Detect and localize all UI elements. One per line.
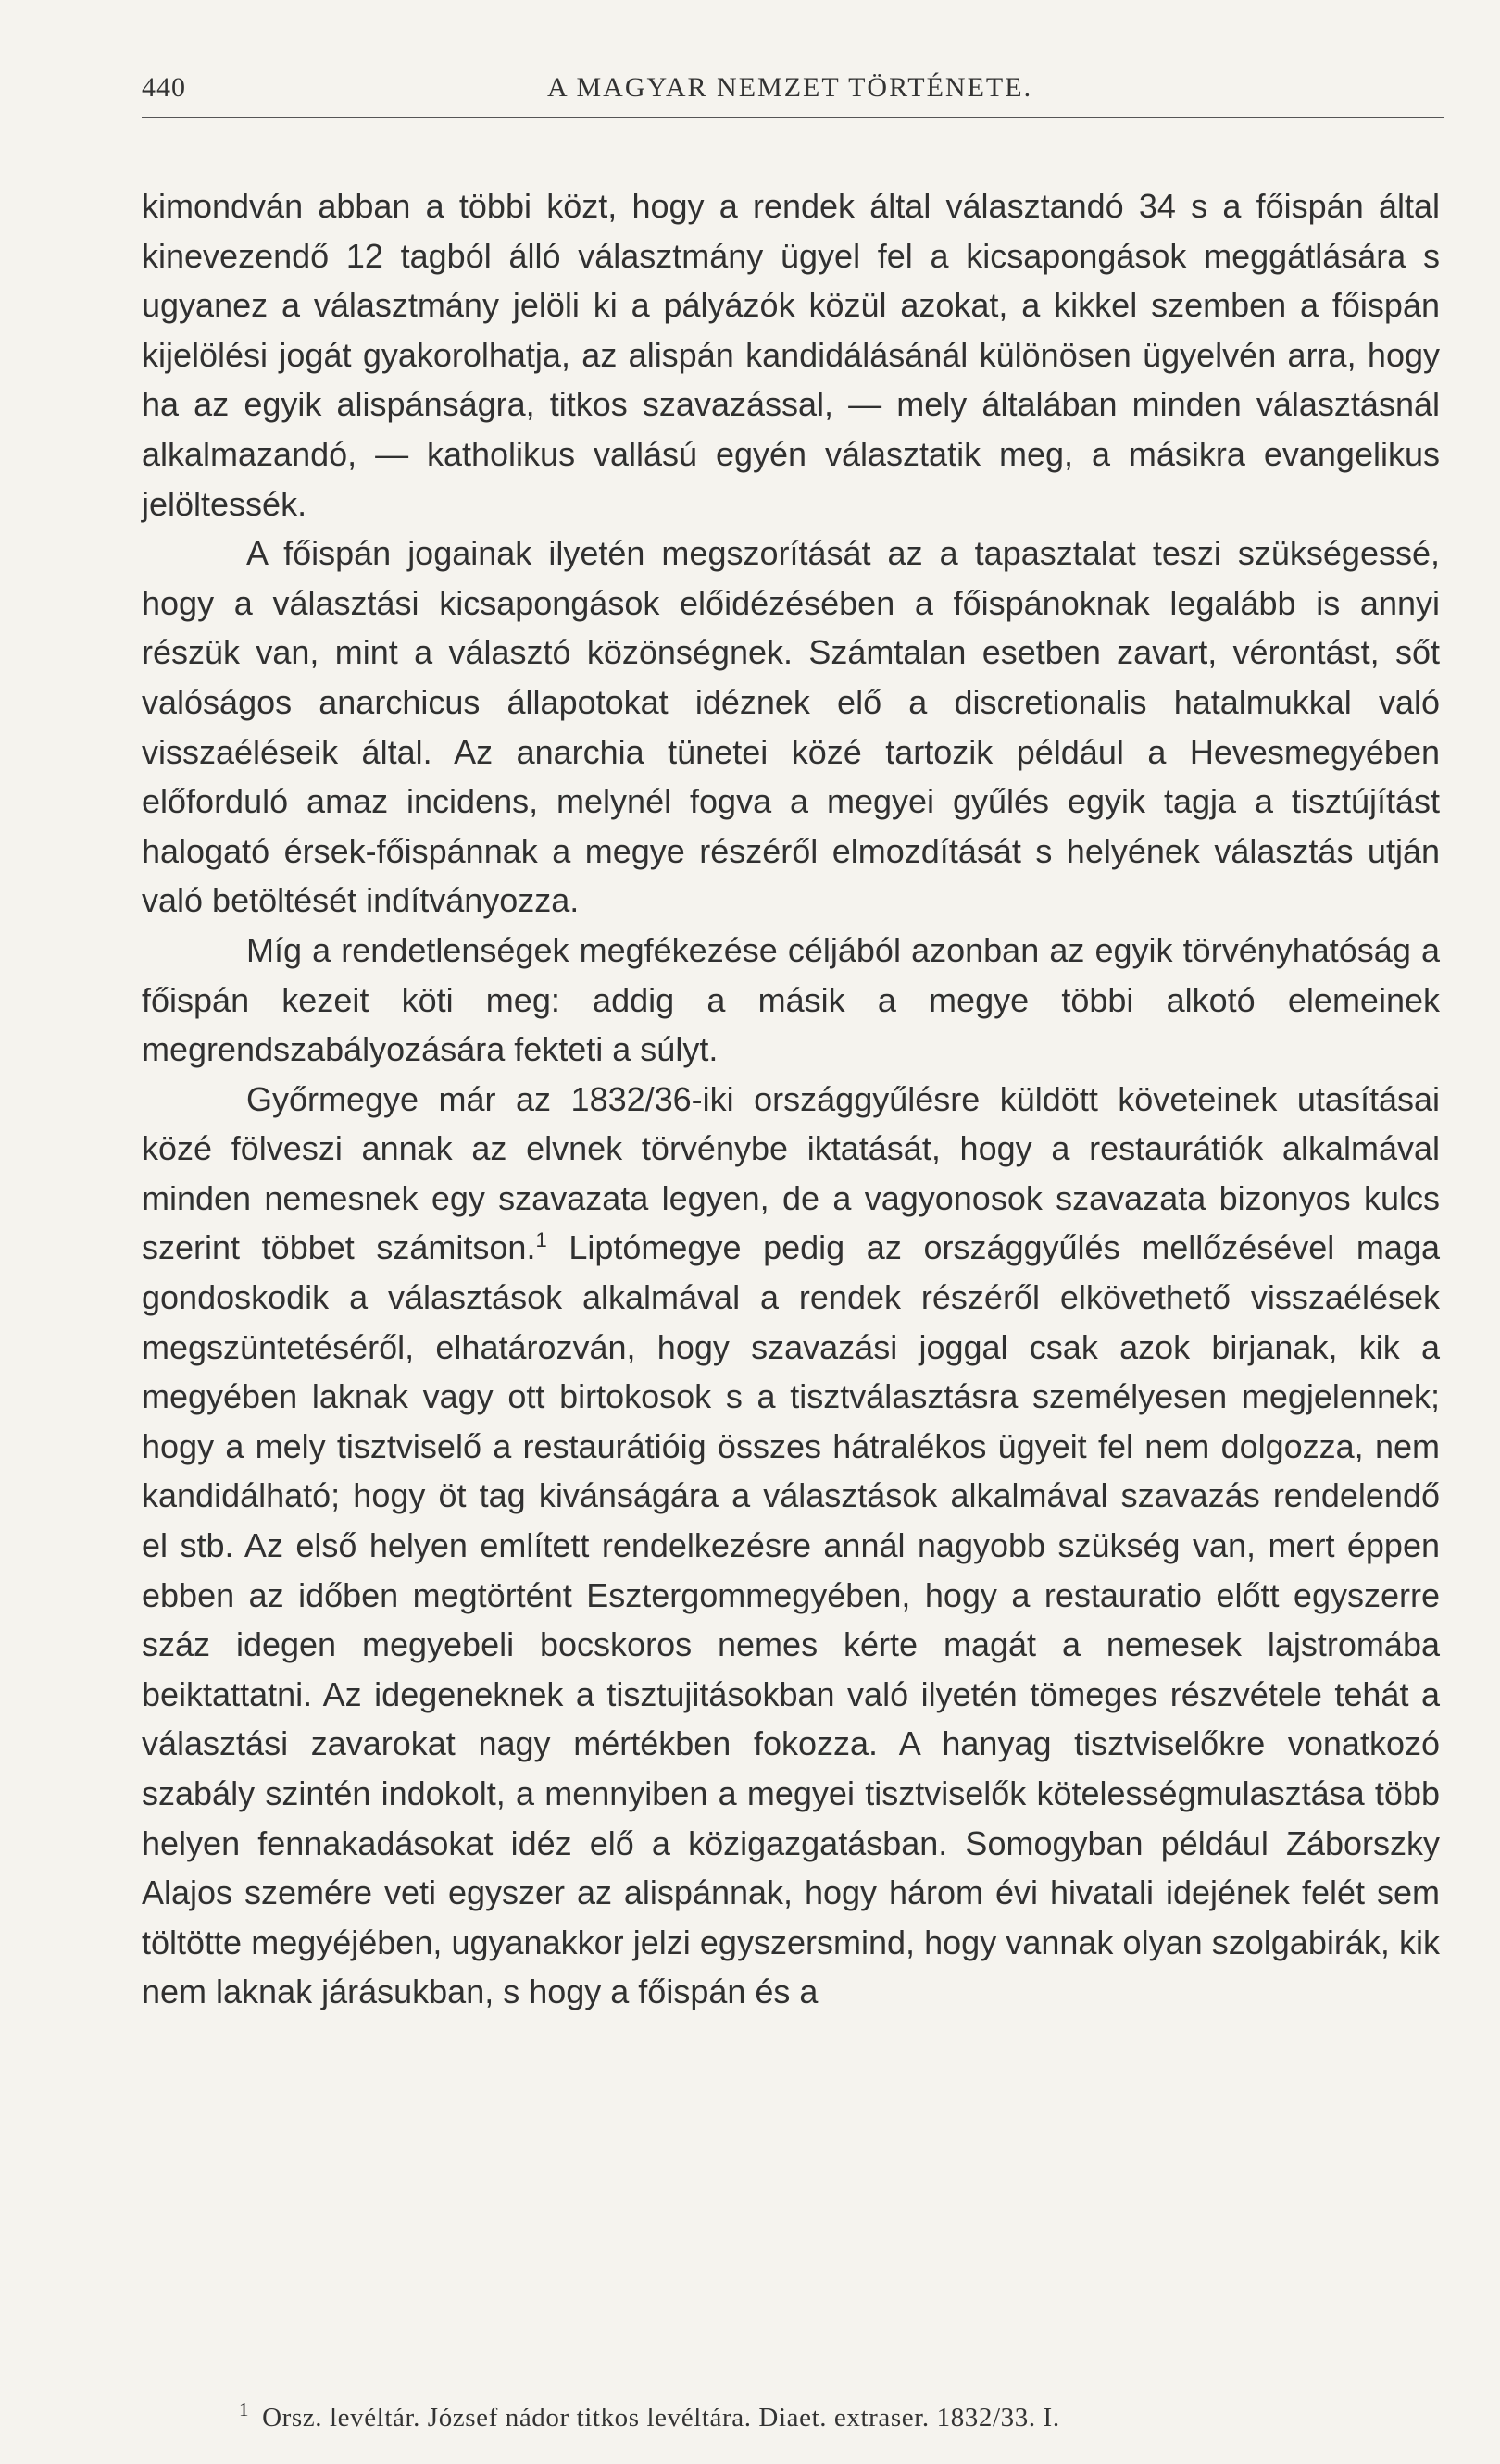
paragraph-4-text-b: Liptómegye pedig az országgyűlés mellőzésével maga gondoskodik a választások alkalmával a rendek részéről elkövethető visszaélések megszüntetéséről, elhatározván, hogy szavazási joggal csak azok birjanak, kik a megyében laknak vagy ott birtokosok s a tisztválasztásra személyesen megjelennek; hogy a mely tisztviselő a restaurátióig összes hátralékos ügyeit fel nem dolgozza, nem kandidálható; hogy öt tag kivánságára a választások alkalmával szavazás rendelendő el stb. Az első helyen említett rendelkezésre annál nagyobb szükség van, mert éppen ebben az időben megtörtént Esztergommegyében, hogy a restauratio előtt egyszerre száz idegen megyebeli bocskoros nemes kérte magát a nemesek lajstromába beiktattatni. Az idegeneknek a tisztujitásokban való ilyetén tömeges részvétele tehát a választási zavarokat nagy mértékben fokozza. A hanyag tisztviselőkre vonatkozó szabály szintén indokolt, a mennyiben a megyei tisztviselők kötelességmulasztása több helyen fennakadásokat idéz elő a közigazgatásban. Somogyban például Záborszky Alajos szemére veti egyszer az alispánnak, hogy három évi hivatali idejének felét sem töltötte megyéjében, ugyanakkor jelzi egyszersmind, hogy vannak olyan szolgabirák, kik nem laknak járásukban, s hogy a főispán és a: [142, 1228, 1440, 2011]
footnote: [142, 2399, 1440, 2436]
running-title: A MAGYAR NEMZET TÖRTÉNETE.: [547, 72, 1033, 103]
paragraph-4-text-a: Győrmegye már az 1832/36-iki országgyűlésre küldött követeinek utasításai közé fölveszi annak az elvnek törvénybe iktatását, hogy a restaurátiók alkalmával minden nemesnek egy szavazata legyen, de a vagyonosok szavazata bizonyos kulcs szerint többet számitson.: [142, 1079, 1440, 1267]
paragraph-2: A főispán jogainak ilyetén megszorítását az a tapasztalat teszi szükségessé, hogy a választási kicsapongások előidézésében a főispánoknak legalább is annyi részük van, mint a választó közönségnek. Számtalan esetben zavart, vérontást, sőt valóságos anarchicus állapotokat idéznek elő a discretionalis hatalmukkal való visszaéléseik által. Az anarchia tünetei közé tartozik például a Hevesmegyében előforduló amaz incidens, melynél fogva a megyei gyűlés egyik tagja a tisztújítást halogató érsek-főispánnak a megye részéről elmozdítását s helyének választás utján való betöltését indítványozza.: [142, 534, 1440, 920]
paragraph-4: [142, 1075, 1440, 2017]
footnote-marker: 1: [239, 2398, 250, 2421]
paragraph-3: Míg a rendetlenségek megfékezése céljából azonban az egyik törvényhatóság a főispán kezeit köti meg: addig a másik a megye többi alkotó elemeinek megrendszabályozására fekteti a súlyt.: [142, 930, 1440, 1069]
header-rule: [142, 117, 1444, 118]
running-head: [142, 72, 1444, 115]
footnote-text: Orsz. levéltár. József nádor titkos levéltára. Diaet. extraser. 1832/33. I.: [262, 2403, 1060, 2433]
footnote-reference: 1: [535, 1228, 547, 1252]
body-text: [142, 181, 1440, 2017]
paragraph-1: kimondván abban a többi közt, hogy a rendek által választandó 34 s a főispán által kinevezendő 12 tagból álló választmány ügyel fel a kicsapongások meggátlására s ugyanez a választmány jelöli ki a pályázók közül azokat, a kikkel szemben a főispán kijelölési jogát gyakorolhatja, az alispán kandidálásánál különösen ügyelvén arra, hogy ha az egyik alispánságra, titkos szavazással, — mely általában minden választásnál alkalmazandó, — katholikus vallású egyén választatik meg, a másikra evangelikus jelöltessék.: [142, 187, 1440, 523]
page-number: 440: [142, 72, 186, 103]
